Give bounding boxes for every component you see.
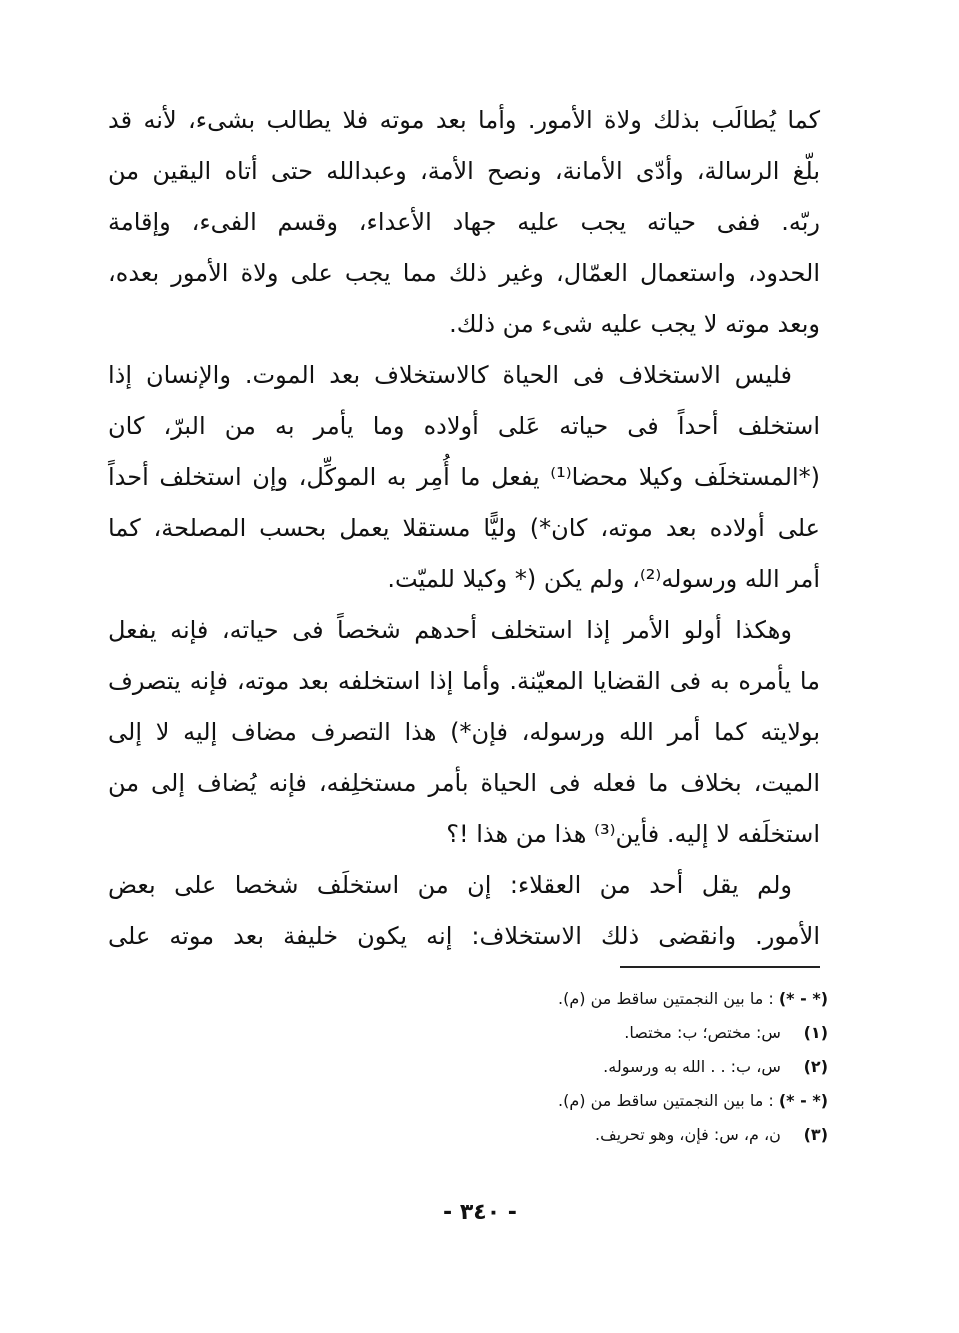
text-line: الحدود، واستعمال العمّال، وغير ذلك مما يجب على ولاة الأمور بعده،: [108, 259, 820, 287]
footnote: [400, 1016, 828, 1050]
text-line: وهكذا أولو الأمر إذا استخلف أحدهم شخصاً فى حياته، فإنه يفعل: [108, 616, 792, 644]
main-text: [108, 95, 820, 962]
text-line: ربّه. ففى حياته يجب عليه جهاد الأعداء، وقسم الفىء، وإقامة: [108, 208, 820, 236]
footnote-text: : ما بين النجمتين ساقط من (م).: [558, 1091, 774, 1110]
footnote: [400, 982, 828, 1016]
footnote-text: س: مختص؛ ب: مختصا.: [624, 1023, 781, 1042]
footnote-text: ن، م، س: فإن، وهو تحريف.: [594, 1125, 781, 1144]
text-line: فليس الاستخلاف فى الحياة كالاستخلاف بعد الموت. والإنسان إذا: [108, 361, 792, 389]
text-line: وبعد موته لا يجب عليه شىء من ذلك.: [449, 310, 820, 338]
text-line: الميت، بخلاف ما فعله فى الحياة بأمر مستخلِفه، فإنه يُضاف إلى من: [108, 769, 820, 797]
text-line: بولايته كما أمر الله ورسوله، فإن*) هذا التصرف مضاف إليه لا إلى: [108, 718, 820, 746]
footnote-text: س، ب: . . الله به ورسوله.: [603, 1057, 781, 1076]
footnote-text: : ما بين النجمتين ساقط من (م).: [558, 989, 774, 1008]
footnote: [400, 1118, 828, 1152]
text-line: الأمور. وانقضى ذلك الاستخلاف: إنه يكون خليفة بعد موته على: [108, 922, 820, 950]
footnotes: [400, 982, 828, 1152]
text-line: ما يأمره به فى القضايا المعيّنة. وأما إذا استخلفه بعد موته، فإنه يتصرف: [108, 667, 820, 695]
footnote: [400, 1050, 828, 1084]
paragraph-4: [108, 860, 820, 962]
paragraph-1: [108, 95, 820, 350]
text-line: كما يُطالَب بذلك ولاة الأمور. وأما بعد موته فلا يطالب بشىء، لأنه قد: [108, 106, 820, 134]
text-line: (*المستخلَف وكيلا محضا⁽¹⁾ يفعل ما أُمِر به الموكِّل، وإن استخلف أحداً: [108, 463, 820, 491]
footnote-marker: (٢): [803, 1057, 828, 1076]
footnote-separator: [620, 966, 820, 968]
text-line: على أولاده بعد موته، كان*) وليًّا مستقلا يعمل بحسب المصلحة، كما: [108, 514, 820, 542]
text-line: ولم يقل أحد من العقلاء: إن من استخلَف شخصا على بعض: [108, 871, 792, 899]
footnote-marker: (* - *): [778, 1091, 828, 1110]
text-line: أمر الله ورسوله⁽²⁾، ولم يكن (* وكيلا للميّت.: [387, 565, 820, 593]
footnote: [400, 1084, 828, 1118]
text-line: بلّغ الرسالة، وأدّى الأمانة، ونصح الأمة، وعبدالله حتى أتاه اليقين من: [108, 157, 820, 185]
footnote-marker: (* - *): [778, 989, 828, 1008]
footnote-marker: (١): [803, 1023, 828, 1042]
paragraph-3: [108, 605, 820, 860]
text-line: استخلف أحداً فى حياته عَلى أولاده وما يأمر به من البرّ، كان: [108, 412, 820, 440]
page-number: - ٣٤٠ -: [443, 1200, 517, 1225]
text-line: استخلَفه لا إليه. فأين⁽³⁾ هذا من هذا !؟: [446, 820, 820, 848]
paragraph-2: [108, 350, 820, 605]
footnote-marker: (٣): [803, 1125, 828, 1144]
